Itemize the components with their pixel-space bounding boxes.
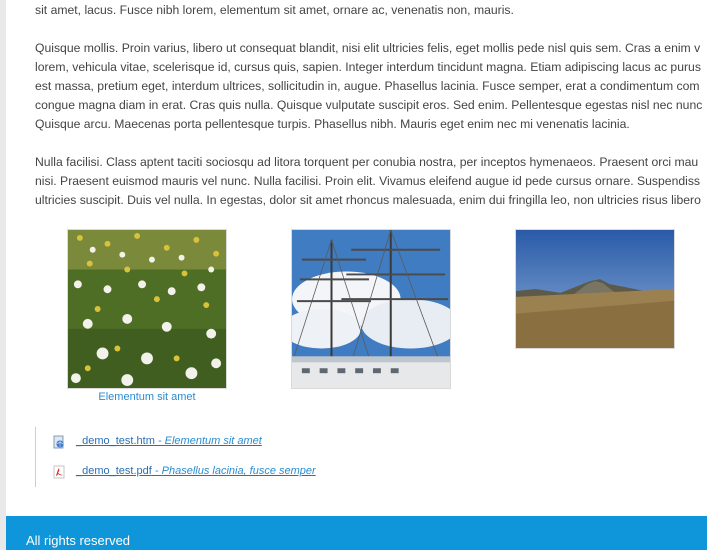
copyright-text: All rights reserved (26, 533, 131, 548)
pdf-icon (52, 465, 66, 479)
paragraph (35, 1, 514, 20)
page-footer (6, 516, 707, 550)
paragraph-line: nisi. Praesent euismod mauris vel nunc. Nulla facilisi. Proin elit. Vivamus eleifend augue id pede cursus ornare. Suspendiss (35, 174, 701, 188)
attachment-link-pdf[interactable] (76, 465, 316, 477)
paragraph-line: est massa, pretium eget, interdum ultrices, sollicitudin in, augue. Phasellus lacinia. Fusce semper, erat a condimentum com (35, 79, 700, 93)
gallery-photo-dandelions[interactable] (67, 229, 227, 389)
attachment-separator: - (154, 435, 165, 447)
paragraph-line: congue magna diam in erat. Cras quis nulla. Quisque vulputate suscipit eros. Sed enim. Pellentesque egestas nisl nec nunc (35, 98, 703, 112)
dandelion-meadow-image (68, 230, 226, 388)
attachment-filename: _demo_test.pdf (76, 465, 152, 477)
paragraph-line: lorem, vehicula vitae, scelerisque id, cursus quis, sapien. Integer interdum tincidunt magna. Etiam adipiscing lacus ac purus (35, 60, 701, 74)
paragraph-line: Nulla facilisi. Class aptent taciti sociosqu ad litora torquent per conubia nostra, per inceptos hymenaeos. Praesent orci mau (35, 155, 699, 169)
mountain-landscape-image (516, 230, 674, 348)
gallery-photo-mountain[interactable] (515, 229, 675, 349)
paragraph (35, 153, 701, 210)
attachment-filename: _demo_test.htm (76, 435, 155, 447)
attachment-separator: - (151, 465, 162, 477)
web-document-icon (52, 435, 66, 449)
paragraph-line: ultricies suscipit. Duis vel nulla. In egestas, dolor sit amet rhoncus malesuada, enim dui fringilla leo, non ultricies risus libero (35, 193, 701, 207)
paragraph-line: Quisque mollis. Proin varius, libero ut consequat blandit, nisi elit ultricies felis, eget mollis pede nisl quis sem. Cras a enim v (35, 41, 701, 55)
sailing-ship-image (292, 230, 450, 388)
paragraph-line: Quisque arcu. Maecenas porta pellentesque turpis. Phasellus nibh. Mauris eget enim nec mi venenatis lacinia. (35, 117, 630, 131)
paragraph-line: sit amet, lacus. Fusce nibh lorem, elementum sit amet, ornare ac, venenatis non, mauris. (35, 3, 514, 17)
page (6, 0, 707, 550)
attachment-description: Phasellus lacinia, fusce semper (161, 465, 316, 477)
attachments-list (35, 427, 436, 487)
photo-caption: Elementum sit amet (98, 391, 196, 403)
paragraph (35, 39, 702, 134)
attachment-description: Elementum sit amet (164, 435, 262, 447)
attachment-link-htm[interactable] (76, 435, 262, 447)
gallery-photo-sailing-ship[interactable] (291, 229, 451, 389)
